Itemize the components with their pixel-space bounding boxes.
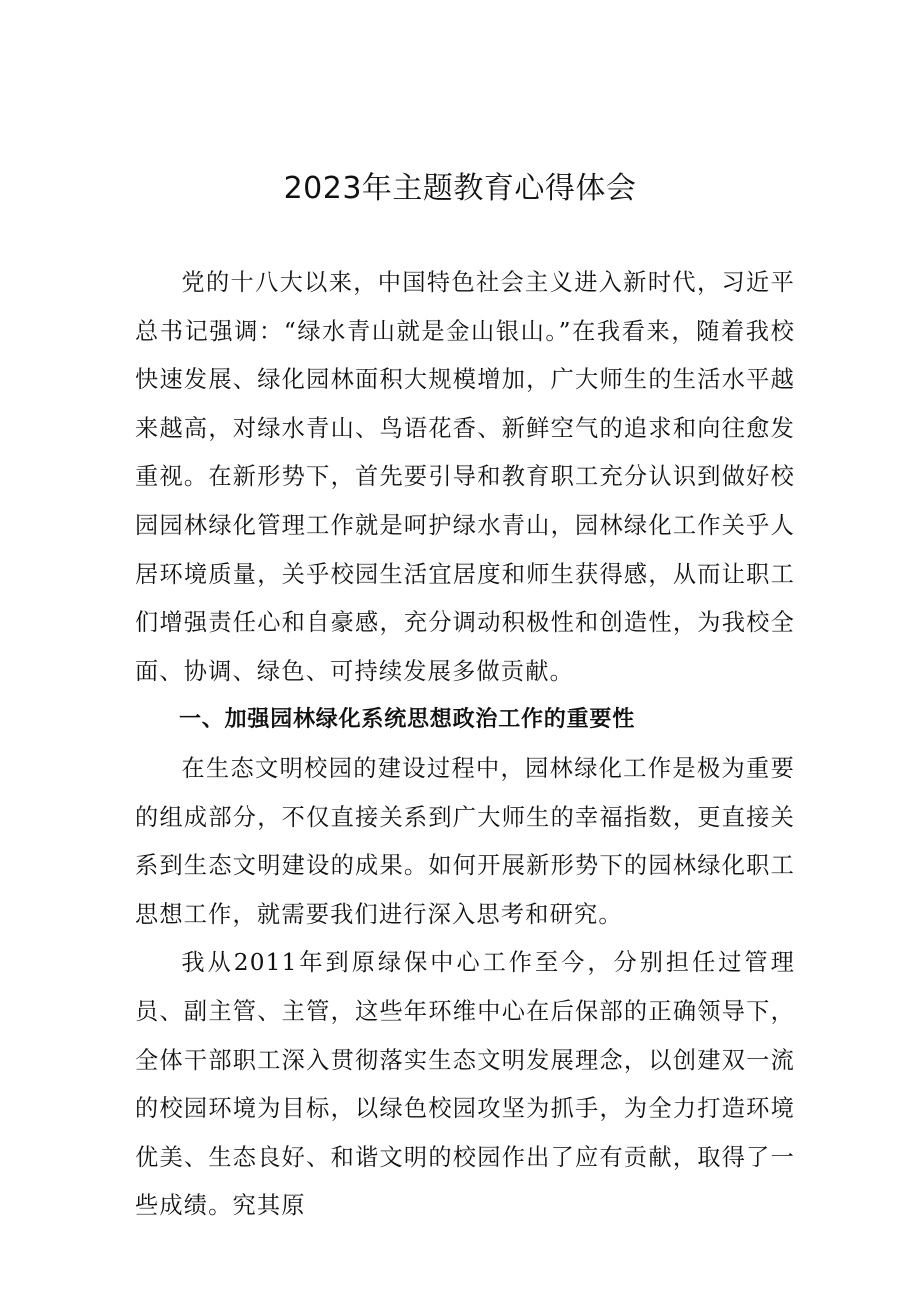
document-body (135, 259, 795, 1231)
paragraph-section-1: 在生态文明校园的建设过程中，园林绿化工作是极为重要的组成部分，不仅直接关系到广大师生的幸福指数，更直接关系到生态文明建设的成果。如何开展新形势下的园林绿化职工思想工作，就需要我们进行深入思考和研究。 (135, 754, 795, 928)
document-title: 2023年主题教育心得体会 (283, 171, 637, 206)
section-heading-1: 一、加强园林绿化系统思想政治工作的重要性 (179, 707, 636, 733)
paragraph-intro: 党的十八大以来，中国特色社会主义进入新时代，习近平总书记强调：“绿水青山就是金山银山。”在我看来，随着我校快速发展、绿化园林面积大规模增加，广大师生的生活水平越来越高，对绿水青山、鸟语花香、新鲜空气的追求和向往愈发重视。在新形势下，首先要引导和教育职工充分认识到做好校园园林绿化管理工作就是呵护绿水青山，园林绿化工作关乎人居环境质量，关乎校园生活宜居度和师生获得感，从而让职工们增强责任心和自豪感，充分调动积极性和创造性，为我校全面、协调、绿色、可持续发展多做贡献。 (135, 269, 795, 685)
paragraph-experience: 我从2011年到原绿保中心工作至今，分别担任过管理员、副主管、主管，这些年环维中心在后保部的正确领导下，全体干部职工深入贯彻落实生态文明发展理念，以创建双一流的校园环境为目标，以绿色校园攻坚为抓手，为全力打造环境优美、生态良好、和谐文明的校园作出了应有贡献，取得了一些成绩。究其原 (135, 949, 795, 1220)
